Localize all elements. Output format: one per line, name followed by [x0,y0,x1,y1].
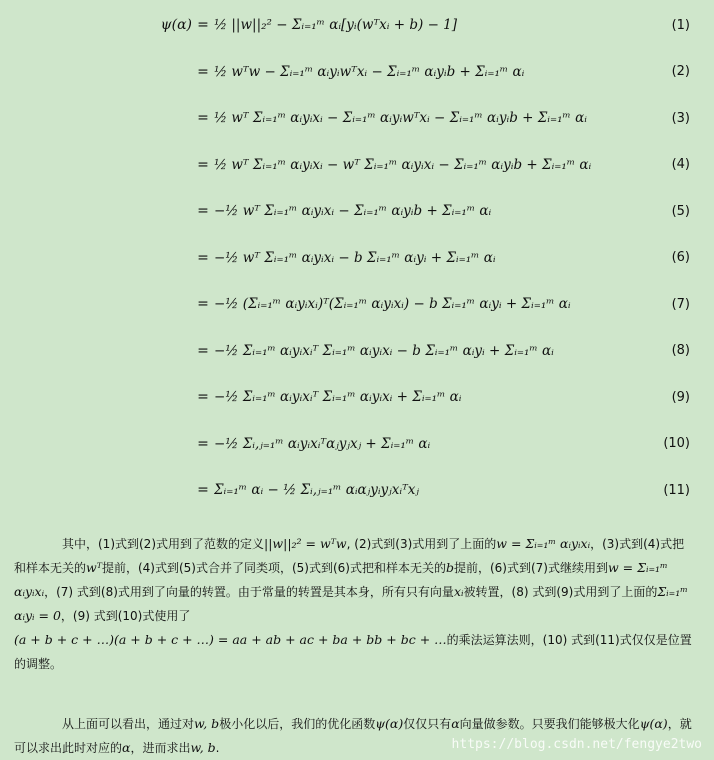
equation-row [150,328,690,374]
equation-row [150,95,690,141]
equation-number: (4) [671,157,690,172]
equation-relation: = [197,17,209,33]
equation-row [150,2,690,48]
equation-number: (10) [663,436,690,451]
equation-body: −½ wᵀ Σᵢ₌₁ᵐ αᵢyᵢxᵢ − b Σᵢ₌₁ᵐ αᵢyᵢ + Σᵢ₌₁ᵐ αᵢ [214,249,496,266]
equation-row [150,281,690,327]
para2-math-3: α [451,716,460,731]
para2-math-6: w, b [190,740,216,755]
equation-relation: = [197,63,209,80]
equation-number: (1) [671,17,690,33]
equation-row [150,421,690,467]
equation-number: (9) [671,389,690,405]
para2-text-6: ，进而求出 [130,741,191,755]
para2-text-1: 从上面可以看出，通过对 [62,717,195,731]
para1-text-7: 被转置，(8) 式到(9)式用到了上面的 [463,585,658,599]
para2-text-2: 极小化以后，我们的优化函数 [219,717,376,731]
equation-number: (5) [671,203,690,219]
para2-math-2: ψ(α) [375,716,404,731]
equation-row [150,467,690,513]
para2-math-1: w, b [194,716,220,731]
equation-relation: = [197,110,209,126]
para1-text-6: ，(7) 式到(8)式用到了向量的转置。由于常量的转置是其本身，所有只有向量 [44,585,454,599]
equation-number: (2) [671,64,690,79]
para1-text-2: , (2)式到(3)式用到了上面的 [346,537,497,551]
equation-body: −½ (Σᵢ₌₁ᵐ αᵢyᵢxᵢ)ᵀ(Σᵢ₌₁ᵐ αᵢyᵢxᵢ) − b Σᵢ₌₁ᵐ αᵢyᵢ + Σᵢ₌₁ᵐ αᵢ [214,296,571,312]
equation-number: (8) [671,343,690,358]
watermark: https://blog.csdn.net/fengye2two [451,737,702,752]
equation-row [150,235,690,281]
para1-text-1: 其中，(1)式到(2)式用到了范数的定义 [62,537,264,551]
para1-math-2: w = Σᵢ₌₁ᵐ αᵢyᵢxᵢ [496,536,591,551]
para2-text-4: 向量做参数。只要我们能够极大化 [459,717,640,731]
equation-relation: = [197,482,209,498]
equation-body: −½ Σᵢ₌₁ᵐ αᵢyᵢxᵢᵀ Σᵢ₌₁ᵐ αᵢyᵢxᵢ − b Σᵢ₌₁ᵐ αᵢyᵢ + Σᵢ₌₁ᵐ αᵢ [214,342,554,359]
para1-math-7: Σᵢ₌₁ᵐ αᵢyᵢ = 0 [14,584,688,623]
equation-relation: = [197,296,209,312]
equation-row [150,188,690,234]
explanation-paragraph [14,532,694,676]
para1-math-6: xᵢ [453,584,464,599]
para1-math-4: b [445,560,454,575]
para1-math-8: (a + b + c + …)(a + b + c + …) = aa + ab + ac + ba + bb + bc + … [14,632,447,647]
para1-text-8: ，(9) 式到(10)式使用了 [60,609,191,623]
equation-body: ½ ||w||₂² − Σᵢ₌₁ᵐ αᵢ[yᵢ(wᵀxᵢ + b) − 1] [214,17,458,33]
equation-row [150,49,690,95]
para2-math-4: ψ(α) [639,716,668,731]
equation-relation: = [197,435,209,452]
equation-body: −½ Σᵢ,ⱼ₌₁ᵐ αᵢyᵢxᵢᵀαⱼyⱼxⱼ + Σᵢ₌₁ᵐ αᵢ [214,435,431,452]
equation-body: ½ wᵀ Σᵢ₌₁ᵐ αᵢyᵢxᵢ − wᵀ Σᵢ₌₁ᵐ αᵢyᵢxᵢ − Σᵢ₌₁ᵐ αᵢyᵢb + Σᵢ₌₁ᵐ αᵢ [214,156,592,173]
equation-number: (11) [663,482,690,498]
equation-number: (6) [671,250,690,265]
para2-math-5: α [122,740,131,755]
para2-text-5: ，就可以求出此时对应的 [14,717,692,755]
conclusion-paragraph [14,712,694,760]
para1-text-3: ，(3)式到(4)式把和样本无关的 [14,537,685,575]
equation-relation: = [197,156,209,173]
para2-text-3: 仅仅只有 [403,717,452,731]
equation-relation: = [197,389,209,405]
equation-body: −½ Σᵢ₌₁ᵐ αᵢyᵢxᵢᵀ Σᵢ₌₁ᵐ αᵢyᵢxᵢ + Σᵢ₌₁ᵐ αᵢ [214,389,462,405]
equation-number: (3) [671,110,690,126]
para1-text-9: 的乘法运算法则，(10) 式到(11)式仅仅是位置的调整。 [14,633,692,671]
equation-body: −½ wᵀ Σᵢ₌₁ᵐ αᵢyᵢxᵢ − Σᵢ₌₁ᵐ αᵢyᵢb + Σᵢ₌₁ᵐ αᵢ [214,203,492,219]
para1-math-5: w = Σᵢ₌₁ᵐ αᵢyᵢxᵢ [14,560,668,599]
equation-row [150,142,690,188]
para1-math-1: ||w||₂² = wᵀw [264,536,347,551]
equation-relation: = [197,342,209,359]
equation-number: (7) [671,296,690,312]
equation-body: ½ wᵀw − Σᵢ₌₁ᵐ αᵢyᵢwᵀxᵢ − Σᵢ₌₁ᵐ αᵢyᵢb + Σᵢ₌₁ᵐ αᵢ [214,63,525,80]
para1-text-5: 提前，(6)式到(7)式继续用到 [453,561,608,575]
equation-row [150,374,690,420]
para2-text-7: . [215,741,220,755]
equation-relation: = [197,249,209,266]
equation-relation: = [197,203,209,219]
equation-body: ½ wᵀ Σᵢ₌₁ᵐ αᵢyᵢxᵢ − Σᵢ₌₁ᵐ αᵢyᵢwᵀxᵢ − Σᵢ₌₁ᵐ αᵢyᵢb + Σᵢ₌₁ᵐ αᵢ [214,110,587,126]
para1-text-4: 提前，(4)式到(5)式合并了同类项，(5)式到(6)式把和样本无关的 [101,561,446,575]
para1-math-3: wᵀ [86,560,102,575]
equation-lhs: ψ(α) [160,17,192,33]
equation-body: Σᵢ₌₁ᵐ αᵢ − ½ Σᵢ,ⱼ₌₁ᵐ αᵢαⱼyᵢyⱼxᵢᵀxⱼ [214,482,419,498]
